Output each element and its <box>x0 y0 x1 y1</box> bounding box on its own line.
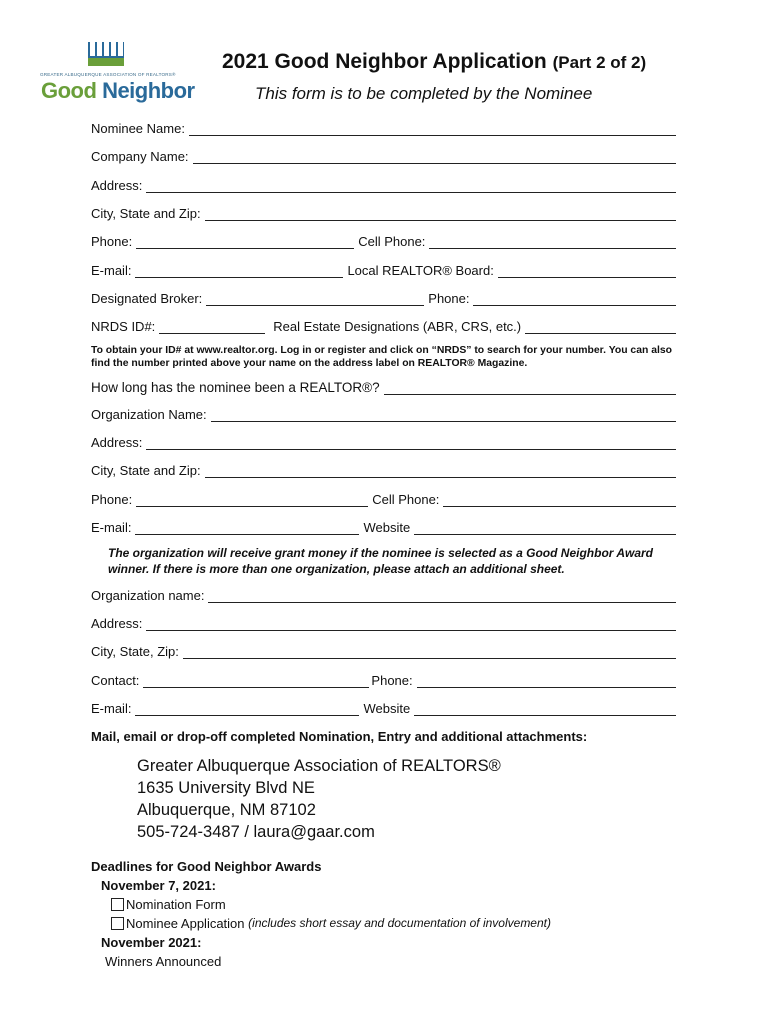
nominee-cell-label: Cell Phone: <box>358 234 426 249</box>
nomination-form-label: Nomination Form <box>126 897 226 912</box>
nominee-email-row <box>91 260 676 278</box>
org1-address-label: Address: <box>91 435 143 450</box>
org1-website-field[interactable] <box>414 520 676 535</box>
nominee-name-label: Nominee Name: <box>91 121 185 136</box>
gaar-good-neighbor-logo <box>40 32 195 104</box>
nominee-address-row <box>91 175 676 193</box>
org2-city-row <box>91 641 676 659</box>
org1-email-field[interactable] <box>135 520 359 535</box>
org1-phone-label: Phone: <box>91 492 133 507</box>
org2-email-label: E-mail: <box>91 701 132 716</box>
grant-note: The organization will receive grant money if the nominee is selected as a Good Neighbor Award winner. If there is more than one organization, please attach an additional sheet. <box>108 546 654 576</box>
realtor-duration-field[interactable] <box>384 380 676 395</box>
org1-email-label: E-mail: <box>91 520 132 535</box>
nominee-address-field[interactable] <box>146 178 676 193</box>
nominee-email-label: E-mail: <box>91 263 132 278</box>
nrds-field[interactable] <box>159 319 265 334</box>
org2-email-row <box>91 698 676 716</box>
org2-website-label: Website <box>363 701 411 716</box>
deadline-date-2: November 2021: <box>101 935 202 950</box>
broker-field[interactable] <box>206 291 424 306</box>
nominee-cell-field[interactable] <box>429 234 676 249</box>
deadlines-heading: Deadlines for Good Neighbor Awards <box>91 859 322 874</box>
org1-city-row <box>91 460 676 478</box>
realtor-duration-label: How long has the nominee been a REALTOR®? <box>91 380 380 395</box>
nominee-city-field[interactable] <box>205 206 676 221</box>
broker-phone-field[interactable] <box>473 291 676 306</box>
winners-announced: Winners Announced <box>105 954 222 969</box>
deadline-date-1: November 7, 2021: <box>101 878 216 893</box>
org1-address-row <box>91 432 676 450</box>
org1-name-row <box>91 404 676 422</box>
logo-word-good: Good <box>41 78 97 103</box>
deadline-item-nominee-application <box>91 914 551 933</box>
nrds-instructions: To obtain your ID# at www.realtor.org. Log in or register and click on “NRDS” to search for your number. You can also find the number printed above your name on the address label on REALTOR® Magazine. <box>91 345 673 369</box>
nominee-phone-label: Phone: <box>91 234 133 249</box>
nominee-email-field[interactable] <box>135 263 343 278</box>
houses-fence-icon <box>88 32 124 68</box>
org2-website-field[interactable] <box>414 701 676 716</box>
org2-name-field[interactable] <box>208 588 676 603</box>
company-name-label: Company Name: <box>91 149 189 164</box>
logo-wordmark <box>41 78 195 104</box>
org2-contact-field[interactable] <box>143 673 369 688</box>
address-org: Greater Albuquerque Association of REALTORS® <box>137 757 501 775</box>
page-subtitle: This form is to be completed by the Nominee <box>255 84 593 103</box>
address-street: 1635 University Blvd NE <box>137 779 315 797</box>
org1-cell-label: Cell Phone: <box>372 492 440 507</box>
org2-contact-label: Contact: <box>91 673 140 688</box>
nrds-row <box>91 316 676 334</box>
address-contact: 505-724-3487 / laura@gaar.com <box>137 823 375 841</box>
company-name-row <box>91 146 676 164</box>
org1-email-row <box>91 517 676 535</box>
local-board-label: Local REALTOR® Board: <box>347 263 494 278</box>
org1-city-field[interactable] <box>205 463 676 478</box>
org1-address-field[interactable] <box>146 435 676 450</box>
org2-name-row <box>91 585 676 603</box>
nominee-name-row <box>91 118 676 136</box>
broker-phone-label: Phone: <box>428 291 470 306</box>
page-title <box>222 50 646 74</box>
org2-address-field[interactable] <box>146 616 676 631</box>
address-city: Albuquerque, NM 87102 <box>137 801 316 819</box>
nominee-city-row <box>91 203 676 221</box>
org2-city-field[interactable] <box>183 644 676 659</box>
org2-name-label: Organization name: <box>91 588 205 603</box>
mail-heading: Mail, email or drop-off completed Nomination, Entry and additional attachments: <box>91 729 588 744</box>
realtor-duration-row <box>91 377 676 395</box>
org1-name-label: Organization Name: <box>91 407 207 422</box>
org1-cell-field[interactable] <box>443 492 676 507</box>
org1-city-label: City, State and Zip: <box>91 463 201 478</box>
company-name-field[interactable] <box>193 149 676 164</box>
org2-phone-field[interactable] <box>417 673 676 688</box>
nominee-application-label: Nominee Application <box>126 916 245 931</box>
logo-word-neighbor: Neighbor <box>102 78 195 103</box>
org2-address-label: Address: <box>91 616 143 631</box>
local-board-field[interactable] <box>498 263 676 278</box>
nrds-label: NRDS ID#: <box>91 319 156 334</box>
org1-phone-row <box>91 489 676 507</box>
nominee-city-label: City, State and Zip: <box>91 206 201 221</box>
org2-phone-label: Phone: <box>371 673 413 688</box>
nominee-name-field[interactable] <box>189 121 676 136</box>
mailing-address <box>137 755 501 843</box>
deadlines-section <box>91 857 551 971</box>
nominee-address-label: Address: <box>91 178 143 193</box>
org2-address-row <box>91 613 676 631</box>
checkbox[interactable] <box>111 917 124 930</box>
designations-label: Real Estate Designations (ABR, CRS, etc.) <box>273 319 522 334</box>
nominee-phone-field[interactable] <box>136 234 354 249</box>
title-part: (Part 2 of 2) <box>552 53 647 72</box>
broker-label: Designated Broker: <box>91 291 203 306</box>
org2-city-label: City, State, Zip: <box>91 644 179 659</box>
org1-name-field[interactable] <box>211 407 676 422</box>
nominee-phone-row <box>91 231 676 249</box>
org2-email-field[interactable] <box>135 701 359 716</box>
org1-phone-field[interactable] <box>136 492 368 507</box>
broker-row <box>91 288 676 306</box>
org1-website-label: Website <box>363 520 411 535</box>
deadline-item-nomination-form <box>91 895 551 914</box>
checkbox[interactable] <box>111 898 124 911</box>
logo-tagline: GREATER ALBUQUERQUE ASSOCIATION OF REALTORS® <box>40 72 176 77</box>
designations-field[interactable] <box>525 319 676 334</box>
org2-contact-row <box>91 670 676 688</box>
title-main: 2021 Good Neighbor Application <box>222 50 547 73</box>
nominee-application-note: (includes short essay and documentation of involvement) <box>248 916 551 930</box>
